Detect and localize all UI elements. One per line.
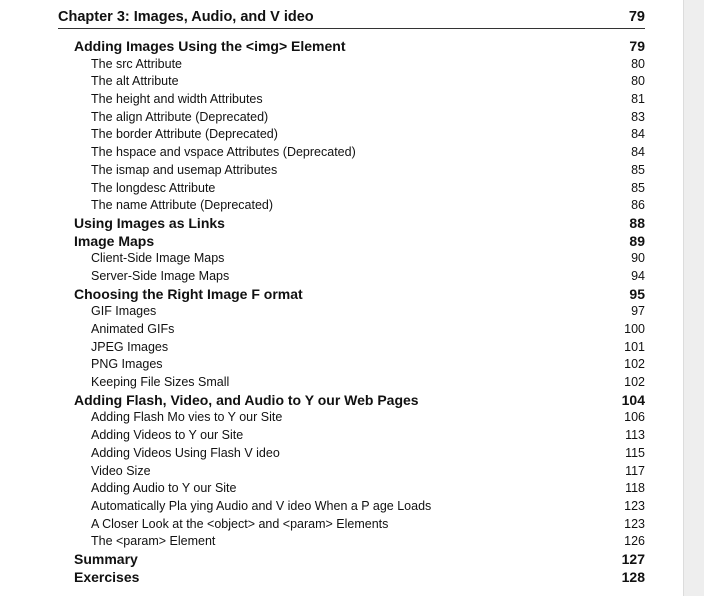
toc-entry-page-number: 85 (631, 162, 645, 177)
toc-entry-title: The height and width Attributes (91, 92, 263, 107)
toc-subsection-entry (0, 126, 683, 144)
toc-entry-page-number: 84 (631, 127, 645, 142)
toc-entry-page-number: 104 (621, 391, 645, 408)
toc-entry-page-number: 123 (624, 498, 645, 513)
toc-entry-page-number: 113 (625, 428, 645, 443)
toc-subsection-entry (0, 180, 683, 198)
toc-entry-page-number: 100 (624, 322, 645, 336)
toc-entry-title: Summary (74, 550, 138, 567)
toc-section-entry (0, 569, 683, 587)
toc-subsection-entry (0, 268, 683, 286)
toc-section-entry (0, 286, 683, 304)
toc-section-entry (0, 233, 683, 251)
toc-entry-title: Adding Flash Mo vies to Y our Site (91, 410, 283, 425)
toc-entry-title: Adding Audio to Y our Site (91, 481, 237, 496)
toc-entry-page-number: 127 (621, 550, 645, 567)
toc-entry-title: Exercises (74, 568, 140, 585)
toc-subsection-entry (0, 162, 683, 180)
toc-entry-page-number: 117 (625, 463, 645, 478)
toc-entry-title: Image Maps (74, 232, 155, 249)
toc-entry-page-number: 81 (631, 92, 645, 107)
toc-entry-page-number: 101 (624, 339, 645, 354)
toc-entry-page-number: 86 (631, 198, 645, 213)
toc-subsection-entry (0, 197, 683, 215)
toc-entry-title: Adding Images Using the <img> Element (74, 38, 346, 54)
toc-entry-title: JPEG Images (91, 339, 169, 354)
toc-entry-page-number: 80 (631, 74, 645, 89)
toc-entry-page-number: 83 (631, 109, 645, 124)
toc-entry-title: GIF Images (91, 304, 157, 319)
toc-subsection-entry (0, 250, 683, 268)
toc-subsection-entry (0, 91, 683, 109)
toc-entry-title: Client-Side Image Maps (91, 251, 225, 266)
toc-subsection-entry (0, 303, 683, 321)
toc-entry-title: Adding Videos Using Flash V ideo (91, 445, 280, 460)
toc-entry-page-number: 84 (631, 145, 645, 160)
toc-entry-page-number: 80 (631, 56, 645, 71)
toc-entry-title: PNG Images (91, 357, 163, 372)
toc-section-entry (0, 551, 683, 569)
table-of-contents (0, 38, 683, 586)
chapter-page-number: 79 (628, 9, 645, 25)
toc-entry-page-number: 94 (631, 268, 645, 283)
toc-entry-page-number: 79 (629, 38, 645, 54)
toc-entry-page-number: 85 (631, 180, 645, 195)
toc-entry-page-number: 102 (624, 357, 645, 372)
toc-entry-page-number: 128 (621, 568, 645, 585)
toc-entry-page-number: 123 (624, 516, 645, 531)
toc-entry-page-number: 102 (624, 375, 645, 390)
toc-subsection-entry (0, 339, 683, 357)
toc-entry-page-number: 126 (624, 534, 645, 549)
toc-entry-title: Animated GIFs (91, 322, 175, 336)
toc-entry-title: The ismap and usemap Attributes (91, 162, 278, 177)
toc-subsection-entry (0, 321, 683, 339)
toc-entry-title: The <param> Element (91, 534, 216, 549)
toc-entry-page-number: 88 (629, 214, 645, 231)
toc-subsection-entry (0, 109, 683, 127)
toc-subsection-entry (0, 427, 683, 445)
toc-entry-title: The alt Attribute (91, 74, 179, 89)
toc-entry-page-number: 95 (629, 285, 645, 302)
toc-subsection-entry (0, 73, 683, 91)
toc-entry-page-number: 97 (631, 304, 645, 319)
toc-subsection-entry (0, 480, 683, 498)
toc-section-entry (0, 392, 683, 410)
toc-entry-title: The longdesc Attribute (91, 180, 216, 195)
toc-subsection-entry (0, 374, 683, 392)
toc-entry-page-number: 89 (629, 232, 645, 249)
toc-entry-title: Video Size (91, 463, 151, 478)
toc-entry-title: Adding Flash, Video, and Audio to Y our Web Pages (74, 391, 419, 408)
viewer-scrollbar-gutter[interactable] (683, 0, 704, 596)
toc-subsection-entry (0, 409, 683, 427)
toc-entry-title: Keeping File Sizes Small (91, 375, 230, 390)
chapter-heading (58, 8, 645, 29)
toc-entry-title: Automatically Pla ying Audio and V ideo When a P age Loads (91, 498, 432, 513)
toc-subsection-entry (0, 445, 683, 463)
toc-entry-title: The hspace and vspace Attributes (Deprecated) (91, 145, 356, 160)
toc-subsection-entry (0, 498, 683, 516)
toc-entry-title: The align Attribute (Deprecated) (91, 109, 269, 124)
toc-entry-page-number: 106 (624, 410, 645, 425)
toc-subsection-entry (0, 463, 683, 481)
toc-entry-page-number: 115 (625, 445, 645, 460)
toc-section-entry (0, 38, 683, 56)
toc-subsection-entry (0, 356, 683, 374)
toc-subsection-entry (0, 516, 683, 534)
toc-section-entry (0, 215, 683, 233)
toc-entry-title: The src Attribute (91, 56, 183, 71)
toc-entry-title: Adding Videos to Y our Site (91, 428, 244, 443)
toc-entry-title: Using Images as Links (74, 214, 225, 231)
toc-entry-page-number: 118 (625, 481, 645, 496)
toc-entry-title: The name Attribute (Deprecated) (91, 198, 274, 213)
toc-entry-title: Server-Side Image Maps (91, 268, 230, 283)
toc-entry-title: Choosing the Right Image F ormat (74, 285, 303, 302)
toc-entry-title: The border Attribute (Deprecated) (91, 127, 278, 142)
toc-subsection-entry (0, 144, 683, 162)
toc-subsection-entry (0, 56, 683, 74)
toc-entry-title: A Closer Look at the <object> and <param> Elements (91, 516, 389, 531)
toc-subsection-entry (0, 533, 683, 551)
chapter-title: Chapter 3: Images, Audio, and V ideo (58, 9, 314, 25)
toc-entry-page-number: 90 (631, 251, 645, 266)
